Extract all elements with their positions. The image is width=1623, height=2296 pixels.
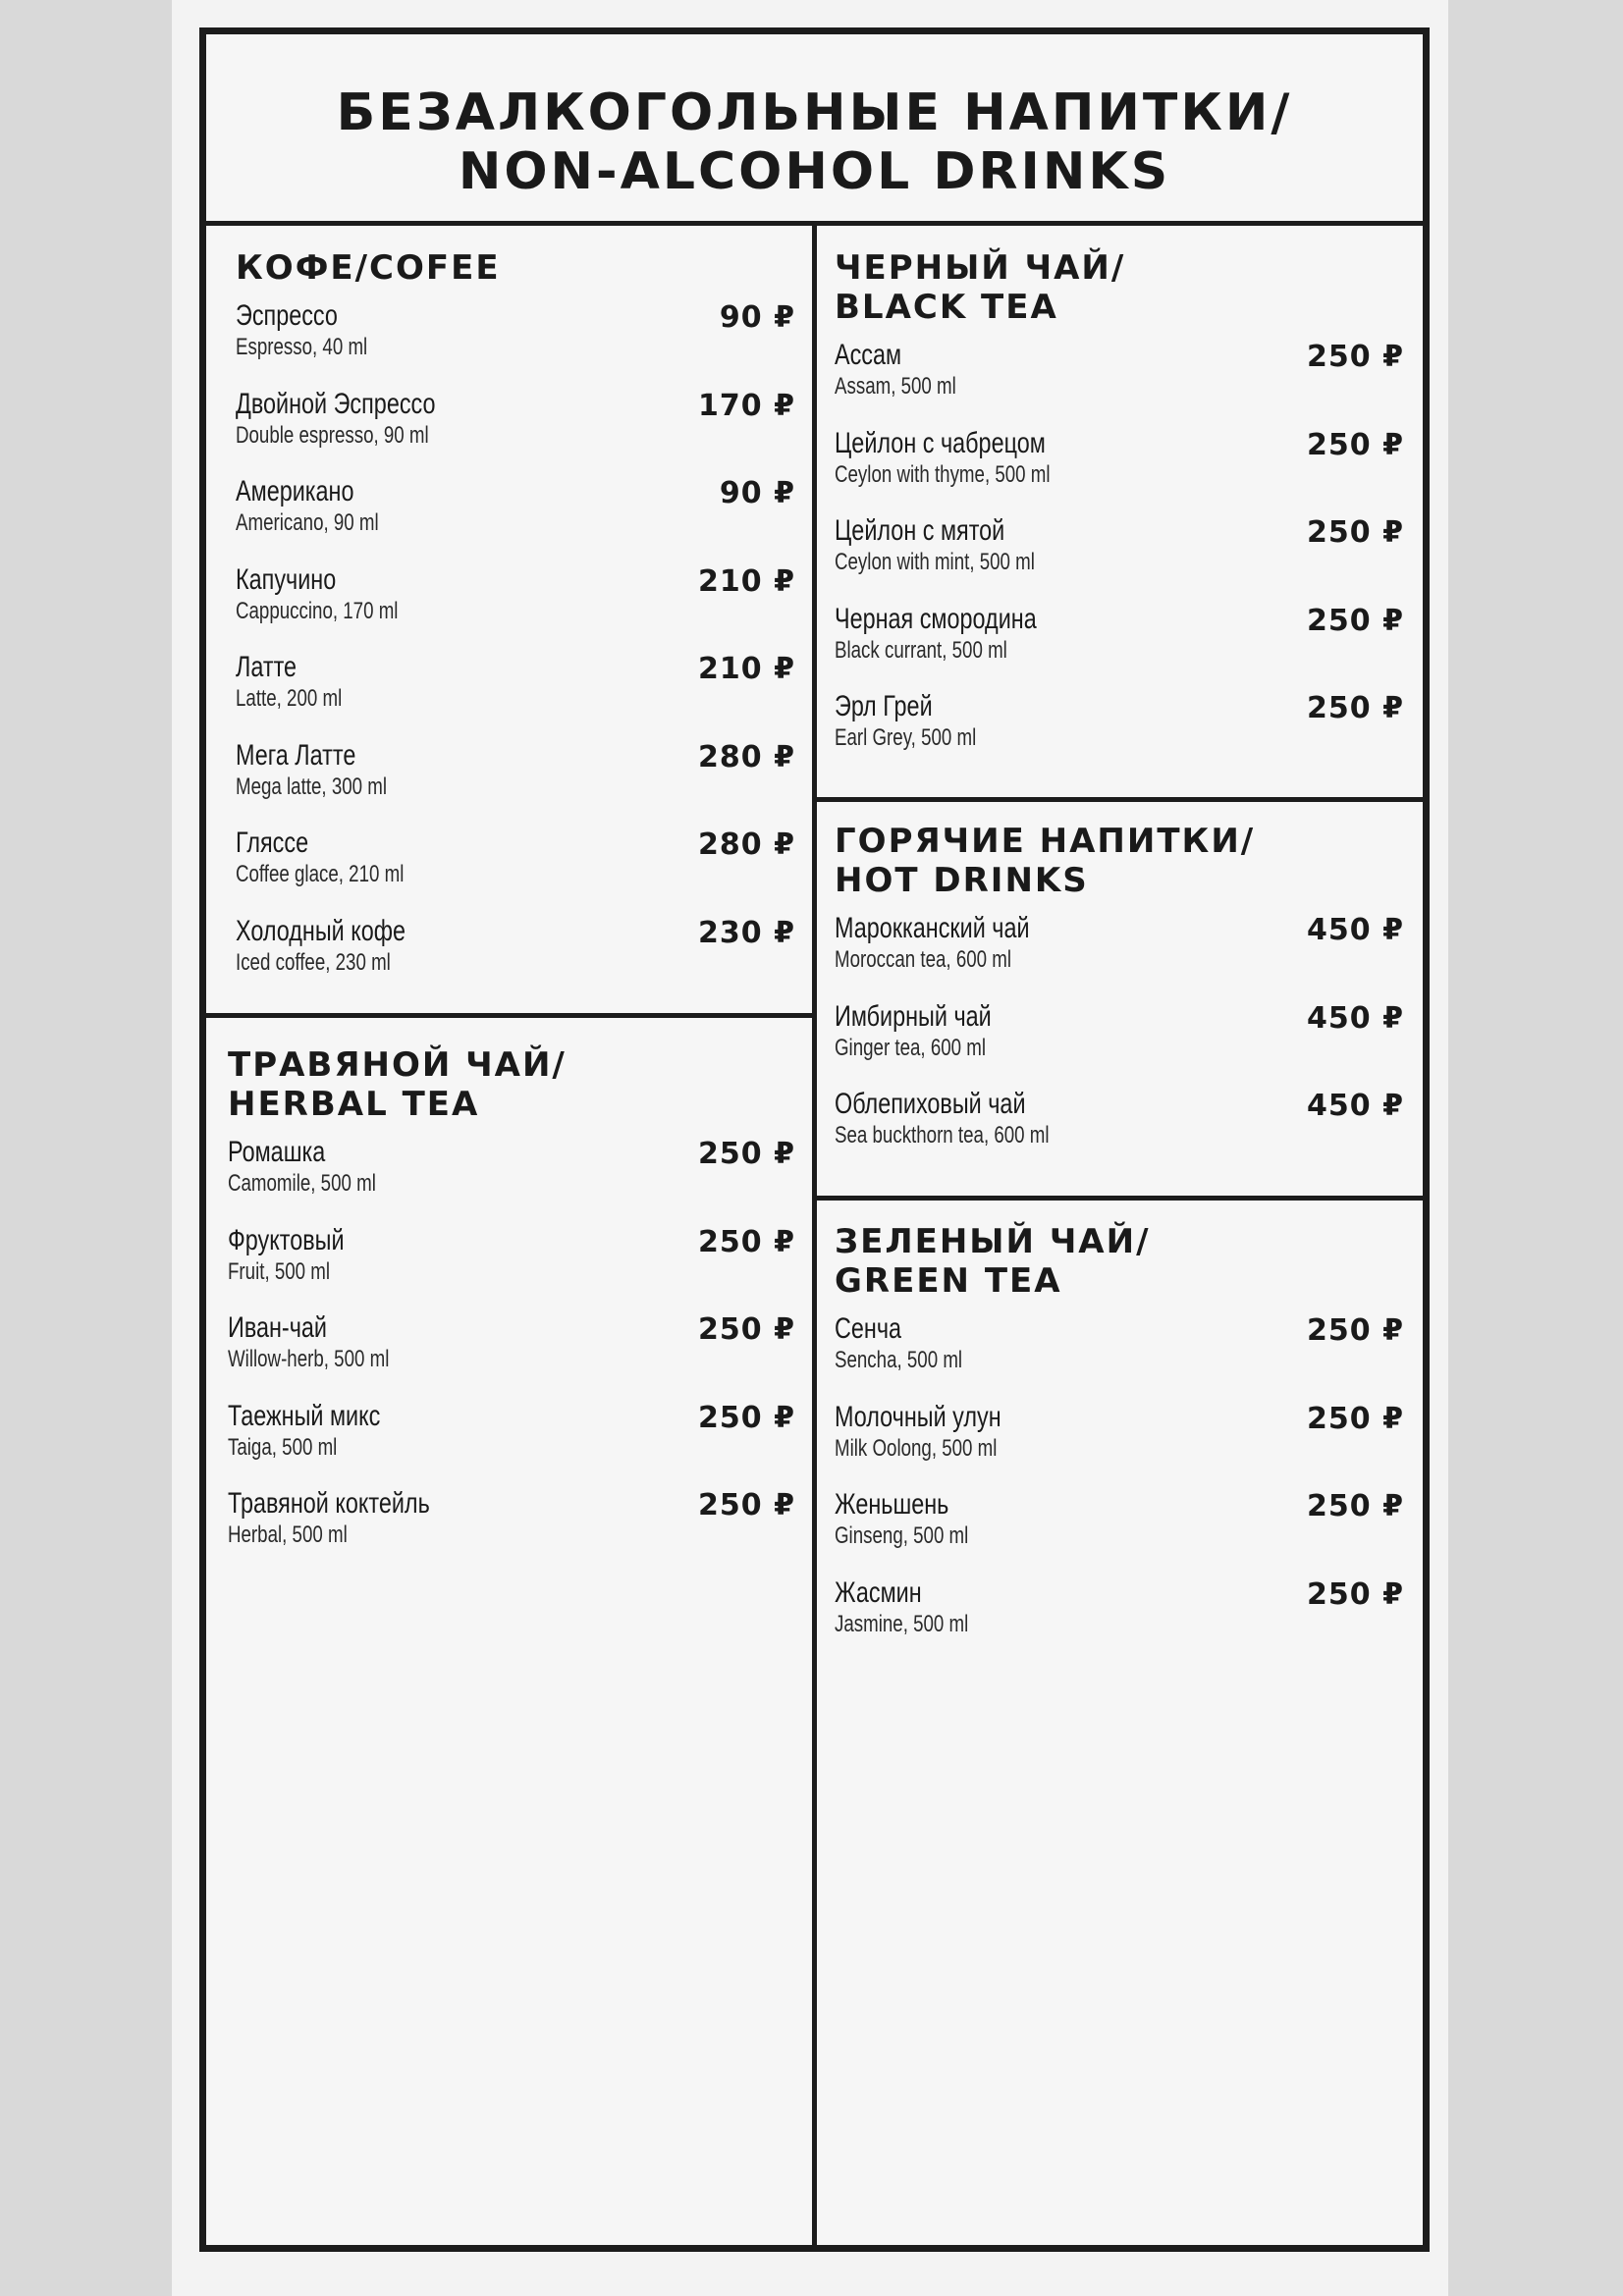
item-price: 450 ₽ bbox=[1307, 1089, 1404, 1123]
hot-drinks-title-line-2: HOT DRINKS bbox=[835, 861, 1089, 900]
black-tea-items bbox=[835, 339, 1404, 778]
herbal-title-line-2: HERBAL TEA bbox=[228, 1085, 480, 1124]
green-tea-title-line-1: ЗЕЛЕНЫЙ ЧАЙ/ bbox=[835, 1222, 1151, 1261]
item-price: 250 ₽ bbox=[698, 1224, 795, 1259]
item-price: 90 ₽ bbox=[719, 300, 795, 335]
item-price: 250 ₽ bbox=[1307, 691, 1404, 725]
coffee-herbal-divider bbox=[206, 1013, 814, 1018]
item-subtitle: Ginseng, 500 ml bbox=[835, 1522, 969, 1549]
item-name: Травяной коктейль bbox=[228, 1487, 430, 1520]
menu-title-line-2: NON-ALCOHOL DRINKS bbox=[458, 142, 1171, 201]
item-price: 230 ₽ bbox=[698, 915, 795, 950]
item-price: 250 ₽ bbox=[698, 1312, 795, 1347]
item-subtitle: Jasmine, 500 ml bbox=[835, 1610, 969, 1637]
item-name: Эрл Грей bbox=[835, 690, 933, 722]
green-tea-title-line-2: GREEN TEA bbox=[835, 1261, 1062, 1301]
item-name: Глясce bbox=[236, 827, 309, 859]
menu-item bbox=[228, 1224, 795, 1312]
item-price: 250 ₽ bbox=[1307, 603, 1404, 638]
hot-drinks-items bbox=[835, 912, 1404, 1176]
item-subtitle: Mega latte, 300 ml bbox=[236, 773, 388, 800]
menu-item bbox=[236, 651, 795, 739]
menu-item bbox=[835, 427, 1404, 515]
item-subtitle: Double espresso, 90 ml bbox=[236, 421, 429, 449]
item-name: Латте bbox=[236, 651, 298, 683]
item-price: 250 ₽ bbox=[698, 1137, 795, 1171]
item-price: 250 ₽ bbox=[1307, 427, 1404, 462]
menu-item bbox=[228, 1311, 795, 1400]
menu-item bbox=[236, 299, 795, 388]
hot-drinks-title-line-1: ГОРЯЧИЕ НАПИТКИ/ bbox=[835, 822, 1256, 861]
item-subtitle: Taiga, 500 ml bbox=[228, 1433, 338, 1461]
item-subtitle: Ceylon with mint, 500 ml bbox=[835, 549, 1035, 575]
item-price: 250 ₽ bbox=[698, 1488, 795, 1522]
item-name: Молочный улун bbox=[835, 1400, 1001, 1433]
item-subtitle: Cappuccino, 170 ml bbox=[236, 597, 399, 624]
hot-drinks-section bbox=[835, 822, 1404, 1176]
menu-item bbox=[835, 1401, 1404, 1489]
item-price: 250 ₽ bbox=[1307, 340, 1404, 374]
menu-title-line-1: БЕЗАЛКОГОЛЬНЫЕ НАПИТКИ/ bbox=[336, 83, 1293, 142]
item-price: 250 ₽ bbox=[1307, 1401, 1404, 1436]
item-subtitle: Camomile, 500 ml bbox=[228, 1170, 376, 1197]
item-name: Жасмин bbox=[835, 1575, 922, 1609]
hot-green-divider bbox=[815, 1196, 1430, 1201]
menu-item bbox=[236, 739, 795, 828]
menu-item bbox=[236, 827, 795, 915]
item-price: 450 ₽ bbox=[1307, 1000, 1404, 1036]
column-divider bbox=[812, 221, 817, 2252]
black-tea-section-title bbox=[835, 248, 1404, 327]
item-subtitle: Latte, 200 ml bbox=[236, 685, 343, 712]
item-price: 250 ₽ bbox=[698, 1400, 795, 1435]
menu-item bbox=[835, 690, 1404, 778]
green-tea-section bbox=[835, 1222, 1404, 1664]
item-name: Женьшень bbox=[835, 1488, 949, 1521]
item-subtitle: Americano, 90 ml bbox=[236, 509, 379, 536]
item-subtitle: Herbal, 500 ml bbox=[228, 1522, 348, 1548]
black-tea-title-line-2: BLACK TEA bbox=[835, 288, 1058, 327]
herbal-items bbox=[228, 1136, 795, 1575]
item-subtitle: Black currant, 500 ml bbox=[835, 636, 1007, 664]
item-price: 280 ₽ bbox=[698, 739, 795, 774]
item-name: Облепиховый чай bbox=[835, 1088, 1026, 1120]
item-price: 170 ₽ bbox=[698, 388, 795, 423]
menu-item bbox=[228, 1136, 795, 1224]
menu-item bbox=[228, 1400, 795, 1488]
item-subtitle: Espresso, 40 ml bbox=[236, 334, 368, 360]
item-subtitle: Assam, 500 ml bbox=[835, 373, 956, 400]
menu-item bbox=[835, 1088, 1404, 1176]
item-subtitle: Sea buckthorn tea, 600 ml bbox=[835, 1122, 1050, 1148]
coffee-section bbox=[236, 248, 795, 1002]
item-name: Цейлон с мятой bbox=[835, 514, 1005, 547]
item-price: 450 ₽ bbox=[1307, 913, 1404, 947]
coffee-section-title bbox=[236, 248, 795, 288]
black-tea-section bbox=[835, 248, 1404, 778]
item-price: 90 ₽ bbox=[719, 476, 795, 510]
item-name: Капучино bbox=[236, 562, 337, 596]
item-name: Холодный кофе bbox=[236, 914, 406, 947]
menu-item bbox=[228, 1487, 795, 1575]
item-subtitle: Sencha, 500 ml bbox=[835, 1347, 963, 1373]
item-name: Сенча bbox=[835, 1312, 902, 1345]
menu-card bbox=[199, 27, 1430, 2252]
item-subtitle: Fruit, 500 ml bbox=[228, 1257, 331, 1285]
item-subtitle: Willow-herb, 500 ml bbox=[228, 1346, 390, 1372]
item-name: Иван-чай bbox=[228, 1311, 327, 1344]
item-name: Таежный микс bbox=[228, 1399, 381, 1432]
item-price: 210 ₽ bbox=[698, 563, 795, 599]
green-tea-items bbox=[835, 1312, 1404, 1664]
item-name: Ромашка bbox=[228, 1136, 326, 1168]
item-subtitle: Ginger tea, 600 ml bbox=[835, 1034, 987, 1061]
menu-item bbox=[835, 912, 1404, 1000]
menu-item bbox=[835, 603, 1404, 691]
item-price: 250 ₽ bbox=[1307, 515, 1404, 550]
menu-item bbox=[236, 915, 795, 1003]
item-name: Имбирный чай bbox=[835, 999, 992, 1033]
item-name: Марокканский чай bbox=[835, 912, 1030, 944]
menu-item bbox=[236, 475, 795, 563]
herbal-section bbox=[228, 1045, 795, 1575]
item-subtitle: Milk Oolong, 500 ml bbox=[835, 1434, 998, 1462]
item-price: 250 ₽ bbox=[1307, 1576, 1404, 1612]
item-price: 250 ₽ bbox=[1307, 1313, 1404, 1348]
item-price: 250 ₽ bbox=[1307, 1489, 1404, 1523]
herbal-section-title bbox=[228, 1045, 795, 1124]
item-name: Мега Латте bbox=[236, 738, 356, 772]
menu-item bbox=[835, 1576, 1404, 1665]
herbal-title-line-1: ТРАВЯНОЙ ЧАЙ/ bbox=[228, 1045, 567, 1085]
menu-item bbox=[835, 1488, 1404, 1576]
item-name: Эспрессо bbox=[236, 299, 338, 332]
coffee-title-text: КОФЕ/COFEE bbox=[236, 248, 501, 288]
black-hot-divider bbox=[815, 797, 1430, 802]
green-tea-section-title bbox=[835, 1222, 1404, 1301]
item-name: Фруктовый bbox=[228, 1223, 345, 1256]
menu-item bbox=[236, 388, 795, 476]
item-subtitle: Coffee glace, 210 ml bbox=[236, 861, 405, 887]
item-subtitle: Moroccan tea, 600 ml bbox=[835, 946, 1012, 973]
item-name: Двойной Эспрессо bbox=[236, 387, 436, 420]
menu-item bbox=[835, 1000, 1404, 1089]
item-name: Ассам bbox=[835, 339, 902, 371]
item-subtitle: Earl Grey, 500 ml bbox=[835, 724, 977, 751]
item-price: 280 ₽ bbox=[698, 828, 795, 862]
item-subtitle: Iced coffee, 230 ml bbox=[236, 948, 391, 976]
menu-item bbox=[236, 563, 795, 652]
menu-item bbox=[835, 1312, 1404, 1401]
item-name: Черная смородина bbox=[835, 602, 1037, 635]
coffee-items bbox=[236, 299, 795, 1002]
menu-item bbox=[835, 514, 1404, 603]
hot-drinks-section-title bbox=[835, 822, 1404, 900]
item-name: Цейлон с чабрецом bbox=[835, 426, 1046, 459]
menu-item bbox=[835, 339, 1404, 427]
item-subtitle: Ceylon with thyme, 500 ml bbox=[835, 460, 1051, 488]
item-name: Американо bbox=[236, 475, 354, 507]
black-tea-title-line-1: ЧЕРНЫЙ ЧАЙ/ bbox=[835, 248, 1126, 288]
menu-title bbox=[206, 83, 1423, 201]
item-price: 210 ₽ bbox=[698, 652, 795, 686]
